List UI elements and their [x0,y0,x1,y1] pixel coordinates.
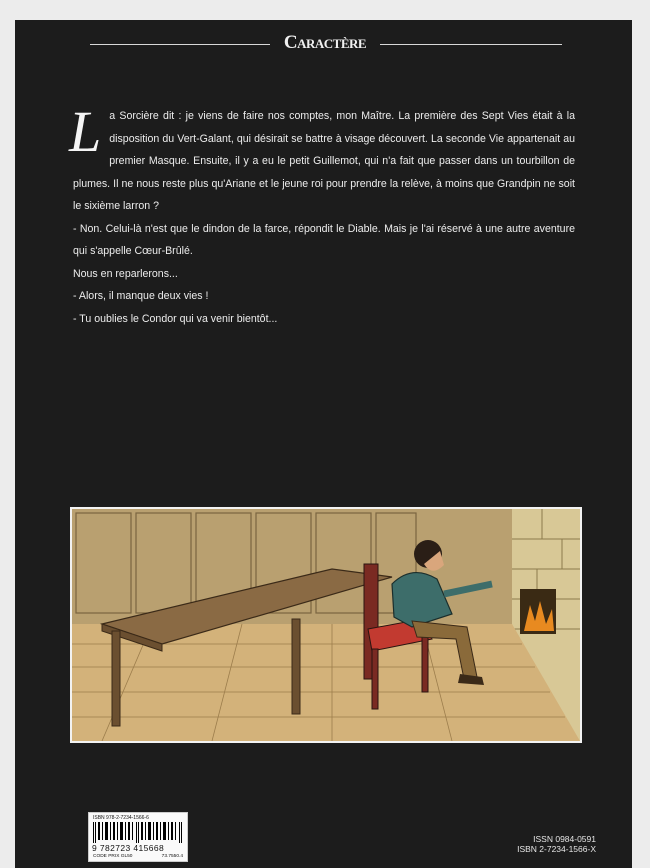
story-paragraph-5: - Tu oublies le Condor qui va venir bientôt... [73,312,278,325]
story-paragraph-1 [69,99,575,218]
isbn-number: ISBN 2-7234-1566-X [517,844,596,854]
identifiers [517,834,596,854]
chair-leg [422,637,428,692]
header-rule-left [90,44,270,45]
story-paragraph-3: Nous en reparlerons... [73,267,178,280]
reference-code: 73.7550.4 [161,854,183,859]
barcode-icon [93,822,183,843]
header-rule-right [380,44,562,45]
barcode-label [88,812,188,862]
barcode-digits: 9 782723 415668 [92,843,165,853]
story-text [69,99,575,330]
story-paragraph-1-text: a Sorcière dit : je viens de faire nos comptes, mon Maître. La première des Sept Vies était à la disposition du Vert-Galant, qui désirait se battre à visage découvert. La seconde Vie appartenait au premier Masque. Ensuite, il y a eu le petit Guillemot, qui n'a fait que passer dans un tourbillon de plumes. Il ne nous reste plus qu'Ariane et le jeune roi pour prendre la relève, à moins que Grandpin ne soit le sixième larron ? [73,110,575,212]
price-code: CODE PRIX GL50 [93,854,133,859]
chair-leg [372,649,378,709]
table-leg [112,631,120,726]
story-paragraph-4: - Alors, il manque deux vies ! [73,290,209,302]
table-leg [292,619,300,714]
back-cover [15,20,632,868]
cover-illustration [70,507,582,743]
publisher-header [15,32,632,58]
story-paragraph-2: - Non. Celui-là n'est que le dindon de la farce, répondit le Diable. Mais je l'ai réservé à une autre aventure qui s'appelle Cœur-Brûlé. [73,222,575,257]
barcode-isbn: ISBN 978-2-7234-1566-6 [93,815,149,821]
illustration-drawing [72,509,580,741]
publisher-logo: Caractère [283,32,367,53]
issn-number: ISSN 0984-0591 [533,834,596,844]
drop-cap: L [69,99,102,164]
back-wall [72,509,580,624]
